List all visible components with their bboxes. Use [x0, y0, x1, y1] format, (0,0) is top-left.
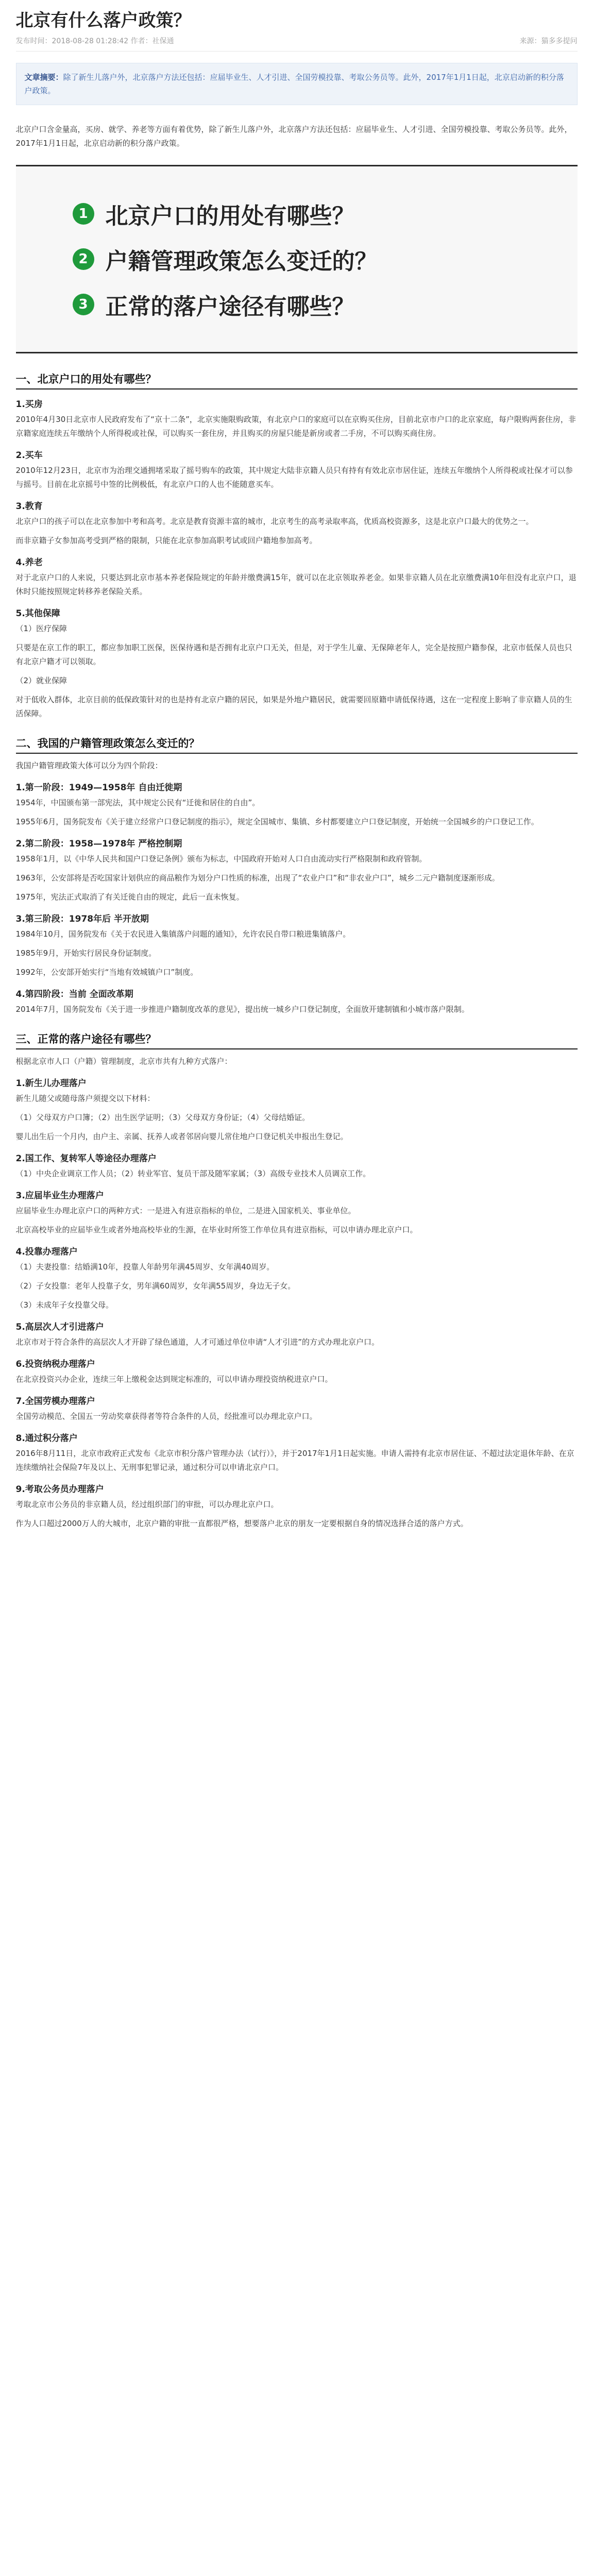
- article-meta-left: 发布时间：2018-08-28 01:28:42 作者：社保通: [15, 37, 174, 45]
- subsection-title: 3.教育: [15, 501, 43, 512]
- subsection-paragraph: 2016年8月11日，北京市政府正式发布《北京市积分落户管理办法（试行）》，并于2017年1月1日起实施。申请人需持有北京市居住证、不超过法定退休年龄、在京连续缴纳社会保险7年及以上、无刑事犯罪记录，通过积分可以申请北京户口。: [15, 1449, 574, 1472]
- subsection-title: 8.通过积分落户: [15, 1433, 78, 1444]
- subsection-paragraph: （3）未成年子女投靠父母。: [15, 1300, 114, 1310]
- subsection-paragraph: 1975年，宪法正式取消了有关迁徙自由的规定，此后一直未恢复。: [15, 892, 244, 902]
- subsection-paragraph: 1958年1月，以《中华人民共和国户口登记条例》颁布为标志，中国政府开始对人口自由流动实行严格限制和政府管制。: [15, 854, 427, 863]
- section3-sub-9: [16, 1482, 578, 1512]
- section1-sub-3: [16, 499, 578, 548]
- section2-sub-3: [16, 911, 578, 979]
- subsection-paragraph: （2）就业保障: [15, 676, 67, 685]
- subsection-title: 5.高层次人才引进落户: [15, 1322, 104, 1332]
- subsection-paragraph: 在北京投资兴办企业，连续三年上缴税金达到规定标准的，可以申请办理投资纳税进京户口。: [15, 1375, 333, 1384]
- section1-sub-4: [16, 555, 578, 599]
- subsection-paragraph: （1）中央企业调京工作人员；（2）转业军官、复员干部及随军家属；（3）高级专业技术人员调京工作。: [15, 1169, 371, 1178]
- section-3-lead: 根据北京市人口（户籍）管理制度，北京市共有九种方式落户：: [15, 1057, 232, 1066]
- subsection-paragraph: 1963年，公安部将是否吃国家计划供应的商品粮作为划分户口性质的标准，出现了“农业户口”和“非农业户口”，城乡二元户籍制度逐渐形成。: [15, 873, 500, 883]
- subsection-paragraph: 2010年4月30日北京市人民政府发布了“京十二条”，北京实施限购政策，有北京户口的家庭可以在京购买住房，目前北京市户口的北京家庭，每户限购两套住房，非京籍家庭连续五年缴纳个人所得税或社保，可以购买一套住房，并且购买的房屋只能是新房或者二手房，不可以购买商住房。: [15, 415, 576, 438]
- section1-sub-2: [16, 448, 578, 492]
- subsection-paragraph: 1992年，公安部开始实行“当地有效城镇户口”制度。: [15, 968, 198, 977]
- summary-text: 除了新生儿落户外，北京落户方法还包括：应届毕业生、人才引进、全国劳模投靠、考取公务员等。此外，2017年1月1日起，北京启动新的积分落户政策。: [24, 73, 564, 95]
- subsection-title: 4.第四阶段：当前 全面改革期: [15, 989, 133, 999]
- section3-sub-4: [16, 1244, 578, 1312]
- subsection-paragraph: 北京市对于符合条件的高层次人才开辟了绿色通道，人才可通过单位申请“人才引进”的方式办理北京户口。: [15, 1337, 380, 1347]
- hero-item-2: [73, 243, 578, 276]
- subsection-paragraph: 北京高校毕业的应届毕业生或者外地高校毕业的生源，在毕业时所签工作单位具有进京指标，可以申请办理北京户口。: [15, 1225, 418, 1234]
- closing-paragraph: 作为人口超过2000万人的大城市，北京户籍的审批一直都很严格，想要落户北京的朋友一定要根据自身的情况选择合适的落户方式。: [15, 1519, 468, 1528]
- subsection-paragraph: 1955年6月，国务院发布《关于建立经常户口登记制度的指示》，规定全国城市、集镇、乡村都要建立户口登记制度，开始统一全国城乡的户口登记工作。: [15, 817, 539, 826]
- section1-sub-5: [16, 606, 578, 721]
- section2-sub-4: [16, 987, 578, 1016]
- subsection-paragraph: （1）夫妻投靠：结婚满10年，投靠人年龄男年满45周岁、女年满40周岁。: [15, 1262, 275, 1272]
- section3-sub-8: [16, 1431, 578, 1475]
- article-title: 北京有什么落户政策？: [15, 10, 191, 31]
- subsection-title: 2.第二阶段：1958—1978年 严格控制期: [15, 839, 182, 849]
- section-2-heading: 二、我国的户籍管理政策怎么变迁的？: [16, 735, 578, 754]
- section3-sub-5: [16, 1319, 578, 1349]
- section-3-heading: 三、正常的落户途径有哪些？: [16, 1031, 578, 1049]
- section3-sub-7: [16, 1394, 578, 1423]
- subsection-title: 4.养老: [15, 557, 43, 568]
- subsection-paragraph: 对于北京户口的人来说，只要达到北京市基本养老保险规定的年龄并缴费满15年，就可以在北京领取养老金。如果非京籍人员在北京缴费满10年但没有北京户口，退休时只能按照规定转移养老保险关系。: [15, 573, 577, 596]
- subsection-paragraph: 2014年7月，国务院发布《关于进一步推进户籍制度改革的意见》，提出统一城乡户口登记制度，全面放开建制镇和小城市落户限制。: [15, 1005, 469, 1014]
- section1-sub-1: [16, 397, 578, 440]
- hero-item-2-text: 户籍管理政策怎么变迁的？: [105, 248, 378, 275]
- subsection-paragraph: 1985年9月，开始实行居民身份证制度。: [15, 948, 157, 958]
- subsection-paragraph: （1）父母双方户口簿；（2）出生医学证明；（3）父母双方身份证；（4）父母结婚证。: [15, 1113, 310, 1122]
- hero-banner: [16, 165, 578, 353]
- subsection-paragraph: 2010年12月23日，北京市为治理交通拥堵采取了摇号购车的政策，其中规定大陆非京籍人员只有持有有效北京市居住证，连续五年缴纳个人所得税或社保才可以参与摇号。目前在北京摇号中签的比例极低，有北京户口的人也不能随意买车。: [15, 466, 573, 489]
- subsection-title: 6.投资纳税办理落户: [15, 1359, 95, 1369]
- subsection-title: 1.第一阶段：1949—1958年 自由迁徙期: [15, 783, 182, 793]
- article-meta: [16, 36, 578, 52]
- subsection-paragraph: 1954年，中国颁布第一部宪法，其中规定公民有“迁徙和居住的自由”。: [15, 798, 260, 807]
- subsection-title: 5.其他保障: [15, 608, 60, 619]
- number-1-icon: 1: [73, 203, 94, 225]
- hero-item-1: [73, 197, 578, 230]
- section-1: [16, 371, 578, 721]
- subsection-paragraph: 北京户口的孩子可以在北京参加中考和高考。北京是教育资源丰富的城市，北京考生的高考录取率高，优质高校资源多，这是北京户口最大的优势之一。: [15, 517, 534, 526]
- article-meta-right: 来源：猫多多提问: [519, 37, 578, 45]
- subsection-title: 2.国工作、复转军人等途径办理落户: [15, 1154, 157, 1164]
- section3-sub-6: [16, 1357, 578, 1386]
- subsection-paragraph: 婴儿出生后一个月内，由户主、亲属、抚养人或者邻居向婴儿常住地户口登记机关申报出生登记。: [15, 1132, 348, 1141]
- article-summary: [16, 63, 578, 105]
- hero-item-1-text: 北京户口的用处有哪些？: [105, 203, 355, 229]
- section2-sub-1: [16, 780, 578, 829]
- subsection-paragraph: 1984年10月，国务院发布《关于农民进入集镇落户问题的通知》，允许农民自带口粮进集镇落户。: [15, 929, 351, 939]
- subsection-paragraph: （1）医疗保障: [15, 624, 67, 633]
- subsection-paragraph: 只要是在京工作的职工，都应参加职工医保，医保待遇和是否拥有北京户口无关，但是，对于学生儿童、无保障老年人，完全是按照户籍参保，北京市低保人员也只有北京户籍才可以领取。: [15, 643, 572, 666]
- subsection-paragraph: （2）子女投靠：老年人投靠子女，男年满60周岁，女年满55周岁，身边无子女。: [15, 1281, 296, 1291]
- subsection-title: 3.应届毕业生办理落户: [15, 1191, 104, 1201]
- section3-sub-1: [16, 1076, 578, 1144]
- subsection-title: 3.第三阶段：1978年后 半开放期: [15, 914, 149, 924]
- section2-sub-2: [16, 836, 578, 904]
- hero-item-3-text: 正常的落户途径有哪些？: [105, 294, 355, 320]
- number-2-icon: 2: [73, 248, 94, 270]
- subsection-paragraph: 应届毕业生办理北京户口的两种方式：一是进入有进京指标的单位，二是进入国家机关、事业单位。: [15, 1206, 356, 1215]
- subsection-title: 4.投靠办理落户: [15, 1247, 78, 1257]
- section3-sub-3: [16, 1188, 578, 1237]
- subsection-title: 1.新生儿办理落户: [15, 1078, 87, 1089]
- section-2: [16, 735, 578, 1016]
- subsection-paragraph: 考取北京市公务员的非京籍人员，经过组织部门的审批，可以办理北京户口。: [15, 1500, 279, 1509]
- section-2-lead: 我国户籍管理政策大体可以分为四个阶段：: [15, 761, 163, 770]
- subsection-title: 9.考取公务员办理落户: [15, 1484, 104, 1495]
- section3-sub-2: [16, 1151, 578, 1181]
- subsection-title: 2.买车: [15, 450, 43, 461]
- summary-label: 文章摘要：: [24, 73, 63, 82]
- subsection-title: 1.买房: [15, 399, 43, 410]
- intro-paragraph: 北京户口含金量高，买房、就学、养老等方面有着优势，除了新生儿落户外，北京落户方法还包括：应届毕业生、人才引进、全国劳模投靠、考取公务员等。此外，2017年1月1日起，北京启动新的积分落户政策。: [15, 125, 572, 148]
- subsection-paragraph: 而非京籍子女参加高考受到严格的限制，只能在北京参加高职考试或回户籍地参加高考。: [15, 536, 317, 545]
- number-3-icon: 3: [73, 294, 94, 315]
- article-page: [16, 0, 578, 1531]
- subsection-paragraph: 新生儿随父或随母落户须提交以下材料：: [15, 1094, 155, 1103]
- section-1-heading: 一、北京户口的用处有哪些？: [16, 371, 578, 389]
- hero-item-3: [73, 288, 578, 321]
- subsection-paragraph: 全国劳动模范、全国五一劳动奖章获得者等符合条件的人员，经批准可以办理北京户口。: [15, 1412, 317, 1421]
- subsection-title: 7.全国劳模办理落户: [15, 1396, 95, 1406]
- subsection-paragraph: 对于低收入群体，北京目前的低保政策针对的也是持有北京户籍的居民，如果是外地户籍居民，就需要回原籍申请低保待遇，这在一定程度上影响了非京籍人员的生活保障。: [15, 695, 572, 718]
- section-3: [16, 1031, 578, 1512]
